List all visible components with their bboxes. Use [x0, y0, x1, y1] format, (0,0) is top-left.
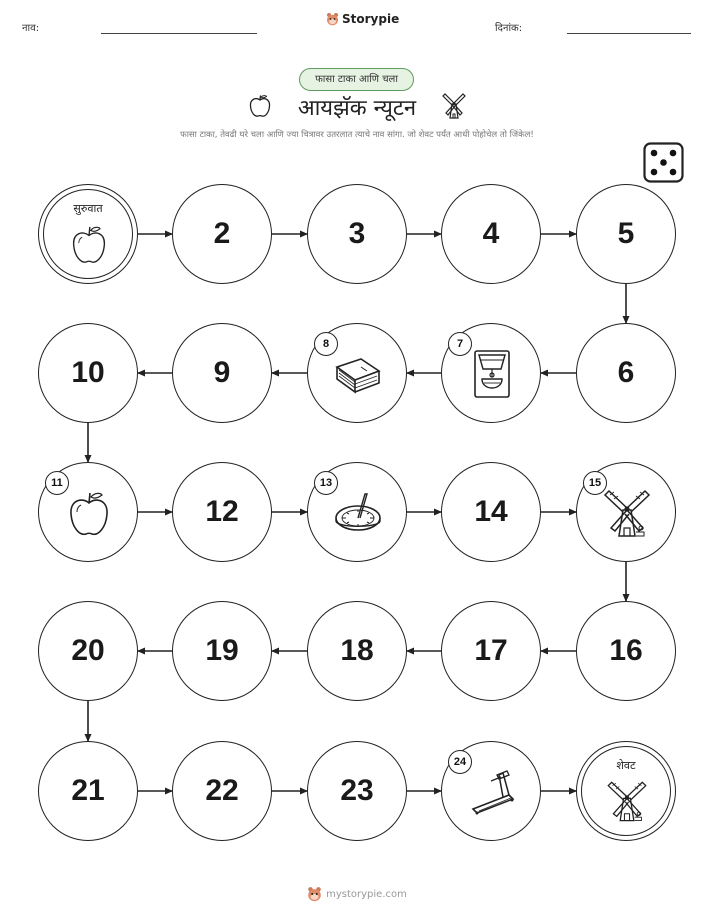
space-number: 17 — [474, 634, 508, 667]
board-space-picture[interactable] — [441, 323, 541, 423]
instructions-text: फासा टाका, तेवढी घरे चला आणि ज्या चित्रावर उतरलात त्याचे नाव सांगा. जो शेवट पर्यंत आधी पोहोचेल तो जिंकेल! — [180, 130, 534, 140]
apple-icon — [62, 486, 116, 540]
board-space[interactable] — [172, 741, 272, 841]
board-space[interactable] — [576, 601, 676, 701]
game-type-pill: फासा टाका आणि चला — [299, 68, 414, 91]
apple-icon — [66, 221, 112, 267]
space-number: 2 — [213, 217, 231, 250]
storypie-mascot-icon — [307, 886, 322, 902]
space-number: 16 — [609, 634, 643, 667]
sundial-icon — [331, 486, 385, 540]
date-label: दिनांक: — [495, 23, 523, 34]
space-number-badge: 13 — [314, 471, 338, 495]
board-space[interactable] — [172, 184, 272, 284]
footer-site: mystorypie.com — [326, 888, 407, 900]
space-number: 22 — [205, 774, 239, 807]
space-number-badge: 11 — [45, 471, 69, 495]
water-clock-icon — [465, 347, 519, 401]
board-space[interactable] — [38, 601, 138, 701]
space-number-badge: 24 — [448, 750, 472, 774]
board-space[interactable] — [38, 741, 138, 841]
board-space-picture[interactable] — [38, 462, 138, 562]
board-space[interactable] — [172, 601, 272, 701]
board-space[interactable] — [441, 184, 541, 284]
finish-label: शेवट — [616, 759, 636, 772]
windmill-icon — [604, 778, 650, 824]
footer — [0, 886, 714, 902]
board-space[interactable] — [307, 601, 407, 701]
board-space-picture[interactable] — [441, 741, 541, 841]
space-number-badge: 8 — [314, 332, 338, 356]
space-number: 14 — [474, 495, 508, 528]
finish-space[interactable] — [576, 741, 676, 841]
start-label: सुरुवात — [73, 202, 103, 215]
board-space-picture[interactable] — [307, 462, 407, 562]
brand-name: Storypie — [342, 12, 400, 26]
board-space[interactable] — [307, 184, 407, 284]
board-space[interactable] — [576, 323, 676, 423]
start-space[interactable] — [38, 184, 138, 284]
title-text: आयझॅक न्यूटन — [297, 96, 417, 121]
board-space[interactable] — [38, 323, 138, 423]
space-number: 10 — [71, 356, 105, 389]
board-space-picture[interactable] — [576, 462, 676, 562]
windmill-icon — [600, 486, 654, 540]
space-number: 6 — [617, 356, 635, 389]
space-number: 4 — [482, 217, 500, 250]
board-space[interactable] — [307, 741, 407, 841]
space-number: 9 — [213, 356, 231, 389]
space-number: 21 — [71, 774, 105, 807]
name-label: नाव: — [22, 23, 40, 34]
board-space[interactable] — [441, 601, 541, 701]
space-number-badge: 7 — [448, 332, 472, 356]
space-number: 23 — [340, 774, 374, 807]
board-space[interactable] — [576, 184, 676, 284]
book-icon — [331, 347, 385, 401]
board-space[interactable] — [441, 462, 541, 562]
space-number: 19 — [205, 634, 239, 667]
space-number: 12 — [205, 495, 239, 528]
board-space-picture[interactable] — [307, 323, 407, 423]
board-space[interactable] — [172, 462, 272, 562]
space-number: 18 — [340, 634, 374, 667]
space-number: 3 — [348, 217, 366, 250]
space-number-badge: 15 — [583, 471, 607, 495]
space-number: 5 — [617, 217, 635, 250]
board-space[interactable] — [172, 323, 272, 423]
treadmill-icon — [465, 765, 519, 819]
space-number: 20 — [71, 634, 105, 667]
